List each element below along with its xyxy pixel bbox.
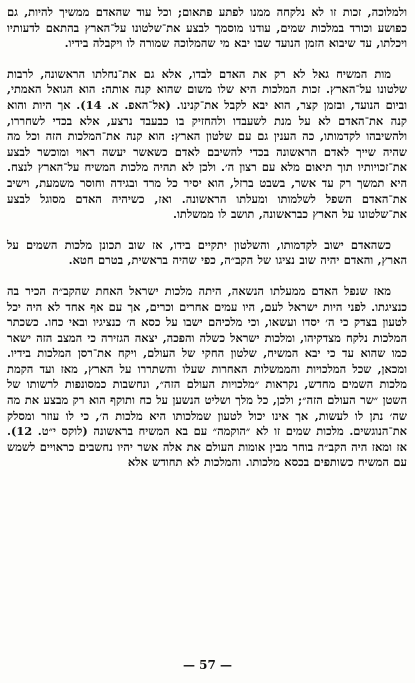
main-text-column <box>7 5 407 471</box>
page-number: — 57 — <box>182 658 233 672</box>
paragraph: ולמלוכה, זכות זו לא נלקחה ממנו לפתע פתאום; וכל עוד שהאדם ממשיך להיות, גם כפושע וכורד במלכות שמים, עודנו מוסמך לבצע את־שלטונו על־הארץ בהתאם לדעותיו ויכלתו, עד שיבוא הזמן הנועד שבו יבא מי שהמלוכה שמורה לו ויקבלה בידיו. <box>7 5 407 51</box>
paragraph: מות המשיח גאל לא רק את האדם לבדו, אלא גם את־נחלתו הראשונה, לרבות שלטונו על־הארץ. זכות המלכות היא שלו משום שהוא קנה אותה: הוא הגואל האמתי, וביום הנועד, ובזמן קצר, הוא יבא לקבל את־קנינו. (אל־האפ. א. 14). אך היות והוא קנה את־האדם לא על מנת לשעבדו ולהחזיק בו כבעבד נרצע, אלא בכדי לשחררו, ולהשיבהו לקדמותו, כה הענין גם עם שלטון הארץ: הוא קנה את־המלכות הזה וכל מה שהיה שייך לאדם הראשונה בכדי להשיבם לאדם כשאשר יעשה ראוי ומוכשר לבצע את־זכויותיו תוך תיאום מלא עם רצון ה׳. ולכן לא תהיה מלכות המשיח על־הארץ לנצח. היא תמשך רק עד אשר, בשבט ברזל, הוא יסיר כל מרד ובגידה וחוסר משמעת, וישיב את־האדם השפל לשלמותו ומעלתו הראשונה. ואז, כשיהיה האדם מסוגל לבצע את־שלטונו על הארץ כבראשונה, תושב לו ממשלתו. <box>7 66 407 222</box>
paragraph: מאז שנפל האדם ממעלתו הנשאה, היתה מלכות ישראל האחת שהקב״ה הכיר בה כנציגתו. לפני היות ישראל לעם, היו עמים אחרים וכרים, אך עם אף אחד לא היה יכל לטעון בצדק כי ה׳ יסדו ועשאו, וכי מלכיהם ישבו על כסא ה׳ כנציגיו ובאי כחו. כשכתר המלכות נלקח מצדקיהו, ומלכות ישראל כשלה והפכה, יצאה הגזירה כי המצב הזה ישאר כמו שהוא עד כי יבא המשיח, שלטון החקי של העולם, ויקח את־רסן המלכות בידיו. ומכאן, שכל המלכויות והממשלות האחרות שעלו והשתררו על הארץ, מאז ועד הקמת מלכות השמים מחדש, נקראות ״מלכויות העולם הזה״, ונחשבות כמסונפות לרשותו של השטן ״שר העולם הזה״; ולכן, כל מלך ושליט הנשען על כח ותוקף הוא רק מבצע את מה שה׳ נתן לו לעשות, אך אינו יכול לטעון שמלכותו היא מלכות ה׳, כי לו עוזר ומסלק את־הנוגשים. מלכות שמים זו לא ״הוקמה״ עם בא המשיח בראשונה (לוקס י״ט. 12). אז ומאז היה הקב״ה בוחר מבין אומות העולם את אלה אשר יהיו נחשבים כראויים לשמש עם המשיח כשותפים בכסא מלכותו. והמלכות לא תחודש אלא <box>7 283 407 470</box>
paragraph: כשהאדם ישוב לקדמותו, והשלטון יתקיים בידו, אז שוב תכונן מלכות השמים על הארץ, והאדם יהיה שוב נציגו של הקב״ה, כפי שהיה בראשית, בטרם חטא. <box>7 237 407 268</box>
